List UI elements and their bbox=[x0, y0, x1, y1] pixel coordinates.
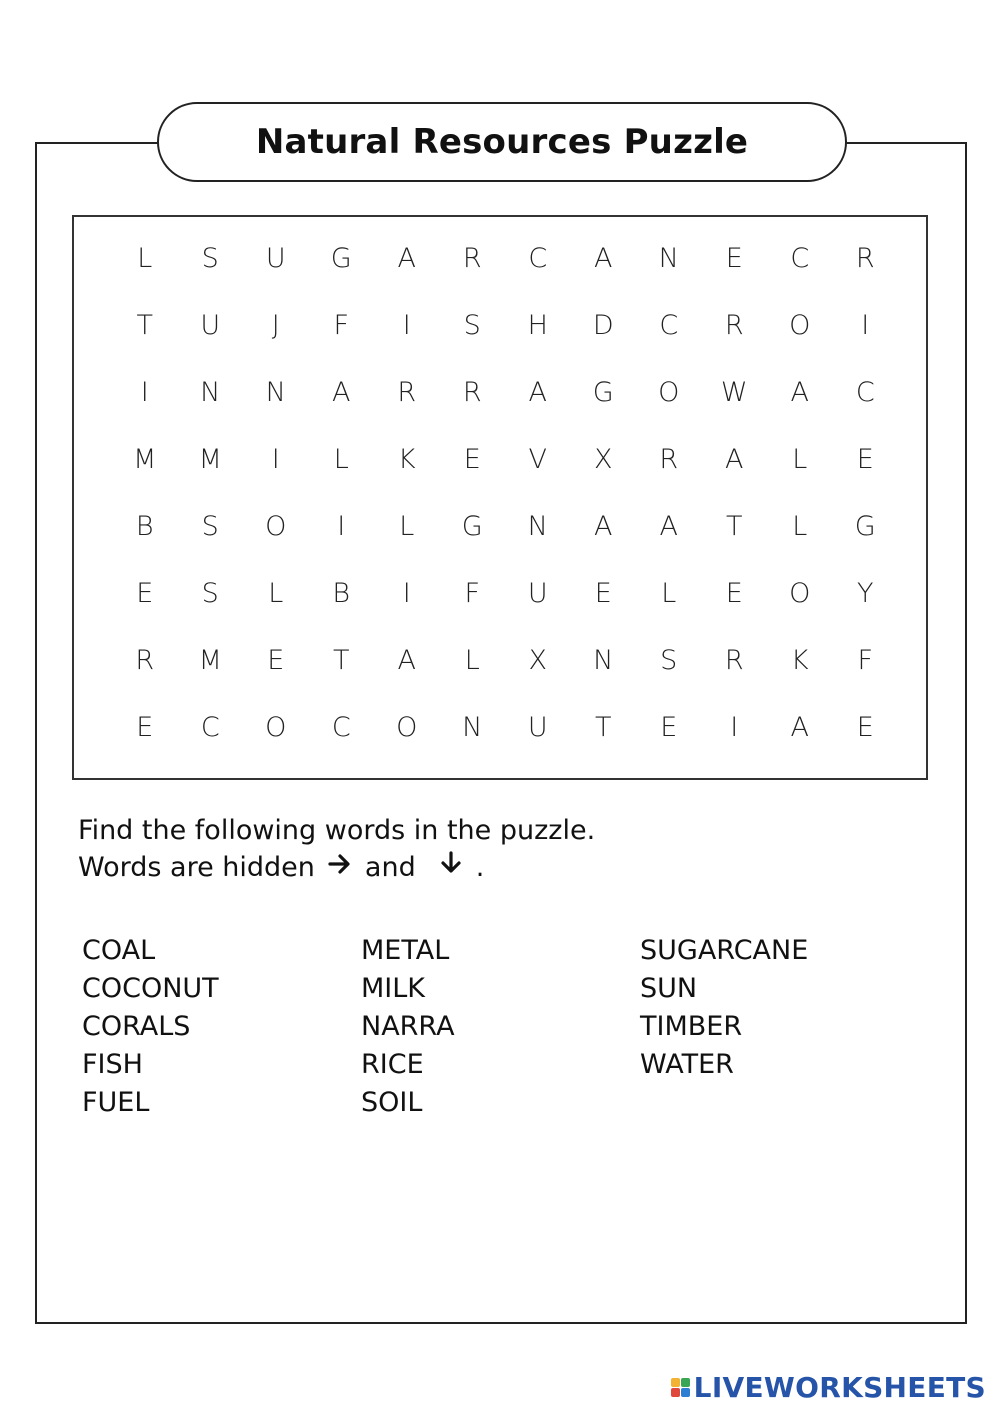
grid-cell: O bbox=[658, 377, 680, 408]
grid-cell: O bbox=[396, 712, 418, 743]
instruction-hidden-text: Words are hidden bbox=[78, 852, 315, 883]
word-list-item: SUN bbox=[640, 973, 698, 1004]
grid-cell: O bbox=[265, 712, 287, 743]
word-list-item: WATER bbox=[640, 1049, 734, 1080]
grid-cell: L bbox=[333, 444, 349, 475]
grid-cell: A bbox=[725, 444, 744, 475]
grid-cell: X bbox=[528, 645, 547, 676]
word-list-item: COCONUT bbox=[82, 973, 219, 1004]
grid-cell: A bbox=[790, 377, 809, 408]
letter-grid bbox=[112, 225, 898, 761]
grid-cell: C bbox=[790, 243, 810, 274]
grid-cell: I bbox=[140, 377, 149, 408]
instruction-line-1: Find the following words in the puzzle. bbox=[78, 815, 596, 846]
liveworksheets-logo-icon bbox=[671, 1378, 690, 1397]
word-list-item: TIMBER bbox=[640, 1011, 743, 1042]
grid-cell: L bbox=[792, 444, 808, 475]
word-list-item: CORALS bbox=[82, 1011, 191, 1042]
grid-cell: N bbox=[593, 645, 614, 676]
grid-cell: J bbox=[271, 310, 280, 341]
grid-cell: E bbox=[725, 578, 743, 609]
title-banner bbox=[157, 102, 847, 182]
instruction-line-2 bbox=[78, 849, 595, 886]
grid-cell: U bbox=[265, 243, 286, 274]
grid-cell: S bbox=[463, 310, 481, 341]
grid-cell: R bbox=[724, 645, 744, 676]
word-list-item: FISH bbox=[82, 1049, 143, 1080]
grid-cell: R bbox=[462, 243, 482, 274]
grid-cell: T bbox=[136, 310, 153, 341]
grid-cell: S bbox=[201, 578, 219, 609]
grid-cell: A bbox=[659, 511, 678, 542]
page-title: Natural Resources Puzzle bbox=[255, 122, 749, 162]
grid-cell: G bbox=[592, 377, 614, 408]
grid-cell: E bbox=[594, 578, 612, 609]
word-list-item: SUGARCANE bbox=[640, 935, 809, 966]
grid-cell: X bbox=[594, 444, 613, 475]
grid-cell: H bbox=[527, 310, 548, 341]
grid-cell: M bbox=[198, 444, 222, 475]
word-list-item: COAL bbox=[82, 935, 156, 966]
grid-cell: I bbox=[402, 310, 411, 341]
grid-cell: N bbox=[462, 712, 483, 743]
grid-cell: K bbox=[790, 645, 809, 676]
grid-cell: C bbox=[855, 377, 875, 408]
grid-cell: U bbox=[200, 310, 221, 341]
grid-cell: I bbox=[271, 444, 280, 475]
grid-cell: T bbox=[595, 712, 612, 743]
grid-cell: U bbox=[527, 712, 548, 743]
brand-text: LIVEWORKSHEETS bbox=[693, 1371, 986, 1404]
grid-cell: G bbox=[854, 511, 876, 542]
grid-cell: F bbox=[333, 310, 350, 341]
grid-cell: K bbox=[397, 444, 416, 475]
grid-cell: C bbox=[659, 310, 679, 341]
grid-cell: R bbox=[724, 310, 744, 341]
grid-cell: V bbox=[528, 444, 547, 475]
arrow-down-icon bbox=[434, 849, 468, 886]
grid-cell: N bbox=[200, 377, 221, 408]
grid-cell: T bbox=[333, 645, 350, 676]
word-list-item: SOIL bbox=[361, 1087, 423, 1118]
grid-cell: A bbox=[332, 377, 351, 408]
grid-cell: Y bbox=[857, 578, 874, 609]
word-list-column-2 bbox=[361, 932, 455, 1122]
grid-cell: L bbox=[792, 511, 808, 542]
grid-cell: A bbox=[528, 377, 547, 408]
word-list-item: RICE bbox=[361, 1049, 424, 1080]
grid-cell: E bbox=[136, 712, 154, 743]
grid-cell: L bbox=[268, 578, 284, 609]
grid-cell: E bbox=[856, 444, 874, 475]
grid-cell: N bbox=[527, 511, 548, 542]
instructions bbox=[78, 812, 595, 886]
word-list-item: NARRA bbox=[361, 1011, 455, 1042]
logo-tile bbox=[671, 1378, 680, 1387]
grid-cell: I bbox=[402, 578, 411, 609]
grid-cell: R bbox=[135, 645, 155, 676]
grid-cell: L bbox=[399, 511, 415, 542]
logo-tile bbox=[671, 1388, 680, 1397]
grid-cell: A bbox=[790, 712, 809, 743]
grid-cell: I bbox=[337, 511, 346, 542]
grid-cell: N bbox=[658, 243, 679, 274]
grid-cell: L bbox=[464, 645, 480, 676]
grid-cell: S bbox=[660, 645, 678, 676]
logo-tile bbox=[681, 1388, 690, 1397]
grid-cell: W bbox=[720, 377, 748, 408]
grid-cell: T bbox=[726, 511, 743, 542]
grid-cell: B bbox=[332, 578, 351, 609]
grid-cell: R bbox=[855, 243, 875, 274]
grid-cell: L bbox=[137, 243, 153, 274]
grid-cell: A bbox=[397, 645, 416, 676]
grid-cell: G bbox=[330, 243, 352, 274]
grid-cell: E bbox=[463, 444, 481, 475]
grid-cell: R bbox=[462, 377, 482, 408]
grid-cell: C bbox=[200, 712, 220, 743]
grid-cell: E bbox=[136, 578, 154, 609]
grid-cell: O bbox=[789, 578, 811, 609]
grid-cell: F bbox=[857, 645, 874, 676]
grid-cell: O bbox=[265, 511, 287, 542]
grid-cell: E bbox=[660, 712, 678, 743]
grid-cell: U bbox=[527, 578, 548, 609]
grid-cell: E bbox=[267, 645, 285, 676]
grid-cell: I bbox=[861, 310, 870, 341]
grid-cell: C bbox=[528, 243, 548, 274]
grid-cell: G bbox=[461, 511, 483, 542]
grid-cell: I bbox=[730, 712, 739, 743]
grid-cell: F bbox=[464, 578, 481, 609]
grid-cell: M bbox=[133, 444, 157, 475]
liveworksheets-brand[interactable] bbox=[671, 1371, 986, 1404]
grid-cell: N bbox=[265, 377, 286, 408]
grid-cell: S bbox=[201, 511, 219, 542]
word-list-item: MILK bbox=[361, 973, 426, 1004]
word-list-item: FUEL bbox=[82, 1087, 150, 1118]
grid-cell: A bbox=[594, 243, 613, 274]
grid-cell: E bbox=[856, 712, 874, 743]
grid-cell: M bbox=[198, 645, 222, 676]
word-list-column-3 bbox=[640, 932, 808, 1084]
grid-cell: R bbox=[397, 377, 417, 408]
instruction-period: . bbox=[475, 852, 485, 883]
grid-cell: B bbox=[135, 511, 154, 542]
instruction-and-text: and bbox=[364, 852, 416, 883]
word-list-item: METAL bbox=[361, 935, 450, 966]
grid-cell: D bbox=[592, 310, 614, 341]
word-list-column-1 bbox=[82, 932, 219, 1122]
grid-cell: A bbox=[397, 243, 416, 274]
grid-cell: S bbox=[201, 243, 219, 274]
grid-cell: C bbox=[331, 712, 351, 743]
grid-cell: O bbox=[789, 310, 811, 341]
grid-cell: A bbox=[594, 511, 613, 542]
arrow-right-icon bbox=[323, 849, 357, 886]
grid-cell: L bbox=[661, 578, 677, 609]
grid-cell: R bbox=[659, 444, 679, 475]
grid-cell: E bbox=[725, 243, 743, 274]
logo-tile bbox=[681, 1378, 690, 1387]
